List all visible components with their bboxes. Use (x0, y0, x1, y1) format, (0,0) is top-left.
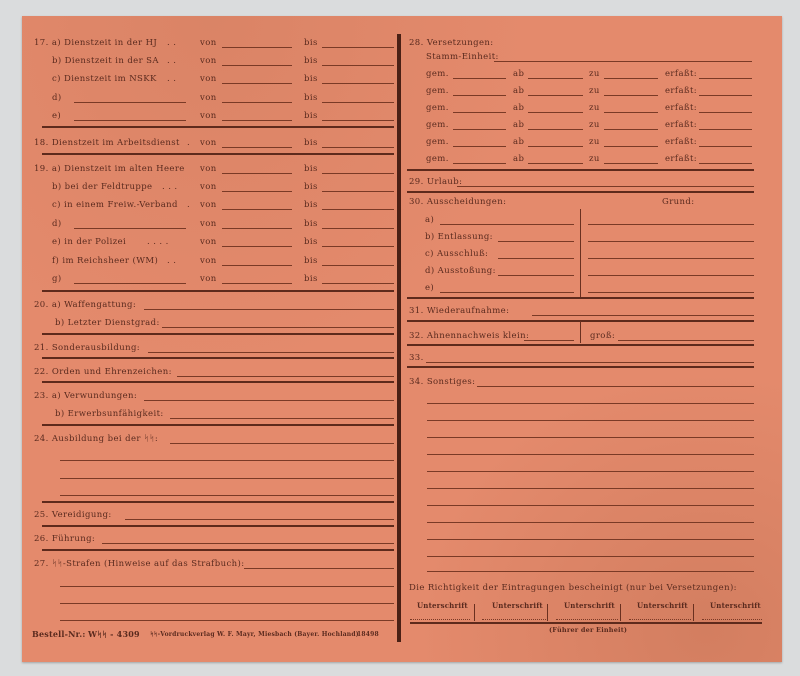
grund-field-4[interactable] (588, 275, 754, 276)
signature-field-4[interactable] (629, 619, 691, 620)
s19c-label: c) in einem Freiw.-Verband (52, 200, 178, 210)
s20a-field[interactable] (144, 309, 394, 310)
s24-field-3[interactable] (60, 478, 394, 479)
signature-field-5[interactable] (702, 619, 762, 620)
ahnennachweis-klein-field[interactable] (524, 340, 574, 341)
section-divider (42, 525, 394, 527)
s17e-bis-field[interactable] (322, 120, 394, 121)
grund-field-5[interactable] (588, 292, 754, 293)
s30c-label: c) Ausschluß: (425, 249, 489, 259)
s19e-label: e) in der Polizei (52, 237, 127, 247)
s22-label: 22. Orden und Ehrenzeichen: (34, 367, 172, 377)
erfasst-label: erfaßt: (665, 69, 698, 79)
section-divider (407, 366, 754, 368)
s32-klein-label: 32. Ahnennachweis klein: (409, 331, 530, 341)
gem-field-5[interactable] (453, 146, 506, 147)
ab-label: ab (513, 154, 525, 164)
erfasst-label: erfaßt: (665, 103, 698, 113)
erfasst-label: erfaßt: (665, 137, 698, 147)
zu-label: zu (589, 86, 600, 96)
s30b-field[interactable] (498, 241, 574, 242)
s20a-label: 20. a) Waffengattung: (34, 300, 137, 310)
gem-field-1[interactable] (453, 78, 506, 79)
section-divider (407, 344, 754, 346)
zu-label: zu (589, 154, 600, 164)
s17b-label: b) Dienstzeit in der SA (52, 56, 159, 66)
s17c-bis-field[interactable] (322, 83, 394, 84)
s34-field-9[interactable] (427, 522, 754, 523)
zu-field-1[interactable] (604, 78, 658, 79)
erfasst-field-6[interactable] (699, 163, 752, 164)
gem-field-2[interactable] (453, 95, 506, 96)
s17b-von-field[interactable] (222, 65, 292, 66)
s30e-label: e) (425, 283, 435, 293)
signature-label-1: Unterschrift (417, 601, 468, 610)
zu-field-3[interactable] (604, 112, 658, 113)
s24-field-4[interactable] (60, 495, 394, 496)
s34-field-5[interactable] (427, 454, 754, 455)
s17e-field[interactable] (74, 120, 186, 121)
certification-text: Die Richtigkeit der Eintragungen bescheinigt (nur bei Versetzungen): (409, 583, 737, 593)
ab-field-1[interactable] (528, 78, 583, 79)
gem-field-3[interactable] (453, 112, 506, 113)
gem-label: gem. (426, 103, 449, 113)
s30d-label: d) Ausstoßung: (425, 266, 496, 276)
von-label: von (200, 74, 217, 84)
von-label: von (200, 219, 217, 229)
s19d-von-field[interactable] (222, 228, 292, 229)
print-number: 18498 (357, 631, 379, 638)
s26-label: 26. Führung: (34, 534, 96, 544)
gem-label: gem. (426, 69, 449, 79)
signature-label-2: Unterschrift (492, 601, 543, 610)
ab-label: ab (513, 137, 525, 147)
zu-label: zu (589, 103, 600, 113)
s19a-bis-field[interactable] (322, 173, 394, 174)
s29-label: 29. Urlaub: (409, 177, 463, 187)
s17b-bis-field[interactable] (322, 65, 394, 66)
s20b-field[interactable] (162, 327, 394, 328)
von-label: von (200, 93, 217, 103)
s34-field-10[interactable] (427, 539, 754, 540)
s24-field-1[interactable] (170, 443, 394, 444)
signature-label-3: Unterschrift (564, 601, 615, 610)
unit-leader-caption: (Führer der Einheit) (549, 626, 628, 634)
signature-label-4: Unterschrift (637, 601, 688, 610)
section-divider (42, 357, 394, 359)
s31-field[interactable] (532, 315, 754, 316)
order-number: Wᛋᛋ - 4309 (88, 629, 140, 639)
section-divider (42, 424, 394, 426)
s18-label: 18. Dienstzeit im Arbeitsdienst (34, 138, 180, 148)
signature-divider (693, 604, 694, 621)
s19c-von-field[interactable] (222, 209, 292, 210)
s24-label: 24. Ausbildung bei der ᛋᛋ: (34, 434, 159, 444)
s32-gross-label: groß: (590, 331, 616, 341)
s30a-field[interactable] (440, 224, 574, 225)
erfasst-label: erfaßt: (665, 154, 698, 164)
s34-field-1[interactable] (477, 386, 754, 387)
ab-label: ab (513, 103, 525, 113)
ahnennachweis-gross-field[interactable] (618, 340, 754, 341)
s19e-bis-field[interactable] (322, 246, 394, 247)
von-label: von (200, 164, 217, 174)
s34-field-8[interactable] (427, 505, 754, 506)
bis-label: bis (304, 274, 318, 284)
zu-field-2[interactable] (604, 95, 658, 96)
s17a-label: 17. a) Dienstzeit in der HJ (34, 38, 158, 48)
signature-field-2[interactable] (482, 619, 546, 620)
s25-label: 25. Vereidigung: (34, 510, 112, 520)
bis-label: bis (304, 56, 318, 66)
s17d-field[interactable] (74, 102, 186, 103)
s27-field-2[interactable] (60, 586, 394, 587)
von-label: von (200, 111, 217, 121)
von-label: von (200, 274, 217, 284)
section-divider (42, 549, 394, 551)
stamm-einheit-field[interactable] (494, 61, 752, 62)
s28-title: 28. Versetzungen: (409, 38, 494, 48)
s30-grund-label: Grund: (662, 197, 695, 207)
s19f-label: f) im Reichsheer (WM) (52, 256, 159, 266)
s17a-dots: . . (167, 38, 177, 48)
s23a-label: 23. a) Verwundungen: (34, 391, 138, 401)
s19b-label: b) bei der Feldtruppe (52, 182, 153, 192)
s18-bis-field[interactable] (322, 147, 394, 148)
bis-label: bis (304, 200, 318, 210)
section-divider (42, 126, 394, 128)
erfasst-label: erfaßt: (665, 120, 698, 130)
s34-field-3[interactable] (427, 420, 754, 421)
s33-label: 33. (409, 353, 424, 363)
grund-field-3[interactable] (588, 258, 754, 259)
section-divider (407, 297, 754, 299)
section-divider (42, 381, 394, 383)
s21-label: 21. Sonderausbildung: (34, 343, 141, 353)
section-divider (42, 501, 394, 503)
s17a-bis-field[interactable] (322, 47, 394, 48)
s34-field-11[interactable] (427, 556, 754, 557)
s19f-dots: . . (167, 256, 177, 266)
s23b-field[interactable] (170, 418, 394, 419)
s30e-field[interactable] (440, 292, 574, 293)
s29-field[interactable] (457, 186, 754, 187)
s21-field[interactable] (148, 352, 394, 353)
ab-field-3[interactable] (528, 112, 583, 113)
s19f-bis-field[interactable] (322, 265, 394, 266)
s19c-dots: . (187, 200, 191, 210)
ab-label: ab (513, 69, 525, 79)
gem-field-6[interactable] (453, 163, 506, 164)
s30-title: 30. Ausscheidungen: (409, 197, 507, 207)
von-label: von (200, 138, 217, 148)
s23a-field[interactable] (144, 400, 394, 401)
bis-label: bis (304, 219, 318, 229)
erfasst-field-5[interactable] (699, 146, 752, 147)
s19b-bis-field[interactable] (322, 191, 394, 192)
bis-label: bis (304, 93, 318, 103)
bis-label: bis (304, 256, 318, 266)
von-label: von (200, 182, 217, 192)
erfasst-field-2[interactable] (699, 95, 752, 96)
s27-field-4[interactable] (60, 620, 394, 621)
s19f-von-field[interactable] (222, 265, 292, 266)
bis-label: bis (304, 182, 318, 192)
bis-label: bis (304, 138, 318, 148)
s23b-label: b) Erwerbsunfähigkeit: (55, 409, 164, 419)
s28-stamm-label: Stamm-Einheit: (426, 52, 499, 62)
zu-field-6[interactable] (604, 163, 658, 164)
s19e-dots: . . . . (147, 237, 169, 247)
s17c-dots: . . (167, 74, 177, 84)
s19g-bis-field[interactable] (322, 283, 394, 284)
s19g-von-field[interactable] (222, 283, 292, 284)
bis-label: bis (304, 164, 318, 174)
section-divider (42, 153, 394, 155)
s17d-bis-field[interactable] (322, 102, 394, 103)
signature-divider (547, 604, 548, 621)
s19g-field[interactable] (74, 283, 186, 284)
s26-field[interactable] (102, 543, 394, 544)
s19c-bis-field[interactable] (322, 209, 394, 210)
zu-label: zu (589, 120, 600, 130)
gem-label: gem. (426, 137, 449, 147)
signature-label-5: Unterschrift (710, 601, 761, 610)
ab-field-2[interactable] (528, 95, 583, 96)
s27-field-3[interactable] (60, 603, 394, 604)
zu-label: zu (589, 137, 600, 147)
section-divider (407, 191, 754, 193)
section-divider (407, 169, 754, 171)
s18-von-field[interactable] (222, 147, 292, 148)
s17c-label: c) Dienstzeit im NSKK (52, 74, 157, 84)
ab-field-6[interactable] (528, 163, 583, 164)
s19e-von-field[interactable] (222, 246, 292, 247)
ab-field-5[interactable] (528, 146, 583, 147)
grund-field-1[interactable] (588, 224, 754, 225)
erfasst-field-4[interactable] (699, 129, 752, 130)
von-label: von (200, 56, 217, 66)
s30-column-divider (580, 209, 581, 297)
gem-label: gem. (426, 86, 449, 96)
s17e-label: e) (52, 111, 62, 121)
erfasst-field-1[interactable] (699, 78, 752, 79)
zu-field-5[interactable] (604, 146, 658, 147)
s19g-label: g) (52, 274, 62, 284)
s19b-dots: . . . (162, 182, 178, 192)
s32-column-divider (580, 321, 581, 343)
s19a-von-field[interactable] (222, 173, 292, 174)
s17d-label: d) (52, 93, 62, 103)
von-label: von (200, 256, 217, 266)
bis-label: bis (304, 237, 318, 247)
column-divider (397, 34, 401, 642)
von-label: von (200, 200, 217, 210)
s17a-von-field[interactable] (222, 47, 292, 48)
personnel-record-card (22, 16, 782, 662)
publisher-imprint: ᛋᛋ-Vordruckverlag W. F. Mayr, Miesbach (Bayer. Hochland) (150, 631, 359, 638)
s31-label: 31. Wiederaufnahme: (409, 306, 510, 316)
erfasst-label: erfaßt: (665, 86, 698, 96)
ab-label: ab (513, 86, 525, 96)
s34-field-2[interactable] (427, 403, 754, 404)
s20b-label: b) Letzter Dienstgrad: (55, 318, 160, 328)
s33-field[interactable] (426, 362, 754, 363)
gem-field-4[interactable] (453, 129, 506, 130)
ab-field-4[interactable] (528, 129, 583, 130)
section-divider (42, 333, 394, 335)
bis-label: bis (304, 38, 318, 48)
s30a-label: a) (425, 215, 435, 225)
s17d-von-field[interactable] (222, 102, 292, 103)
order-number-label: Bestell-Nr.: (32, 629, 86, 639)
s19a-label: 19. a) Dienstzeit im alten Heere (34, 164, 185, 174)
signature-divider (474, 604, 475, 621)
s30c-field[interactable] (498, 258, 574, 259)
erfasst-field-3[interactable] (699, 112, 752, 113)
von-label: von (200, 38, 217, 48)
s19d-label: d) (52, 219, 62, 229)
zu-label: zu (589, 69, 600, 79)
s24-field-2[interactable] (60, 460, 394, 461)
s17c-von-field[interactable] (222, 83, 292, 84)
gem-label: gem. (426, 120, 449, 130)
s22-field[interactable] (177, 376, 394, 377)
section-divider (42, 290, 394, 292)
s25-field[interactable] (125, 519, 394, 520)
s34-field-7[interactable] (427, 488, 754, 489)
s17b-dots: . . (167, 56, 177, 66)
s27-field-1[interactable] (244, 568, 394, 569)
von-label: von (200, 237, 217, 247)
s34-field-6[interactable] (427, 471, 754, 472)
s34-label: 34. Sonstiges: (409, 377, 476, 387)
ab-label: ab (513, 120, 525, 130)
s19b-von-field[interactable] (222, 191, 292, 192)
signature-divider (620, 604, 621, 621)
signature-baseline (410, 622, 762, 624)
s18-dots: . (187, 138, 191, 148)
signature-field-3[interactable] (556, 619, 618, 620)
signature-field-1[interactable] (410, 619, 470, 620)
s19d-field[interactable] (74, 228, 186, 229)
s34-field-12[interactable] (427, 571, 754, 572)
s34-field-4[interactable] (427, 437, 754, 438)
s17e-von-field[interactable] (222, 120, 292, 121)
bis-label: bis (304, 74, 318, 84)
s27-label: 27. ᛋᛋ-Strafen (Hinweise auf das Strafbuch): (34, 559, 245, 569)
s19d-bis-field[interactable] (322, 228, 394, 229)
s30d-field[interactable] (498, 275, 574, 276)
zu-field-4[interactable] (604, 129, 658, 130)
s30b-label: b) Entlassung: (425, 232, 493, 242)
bis-label: bis (304, 111, 318, 121)
grund-field-2[interactable] (588, 241, 754, 242)
gem-label: gem. (426, 154, 449, 164)
